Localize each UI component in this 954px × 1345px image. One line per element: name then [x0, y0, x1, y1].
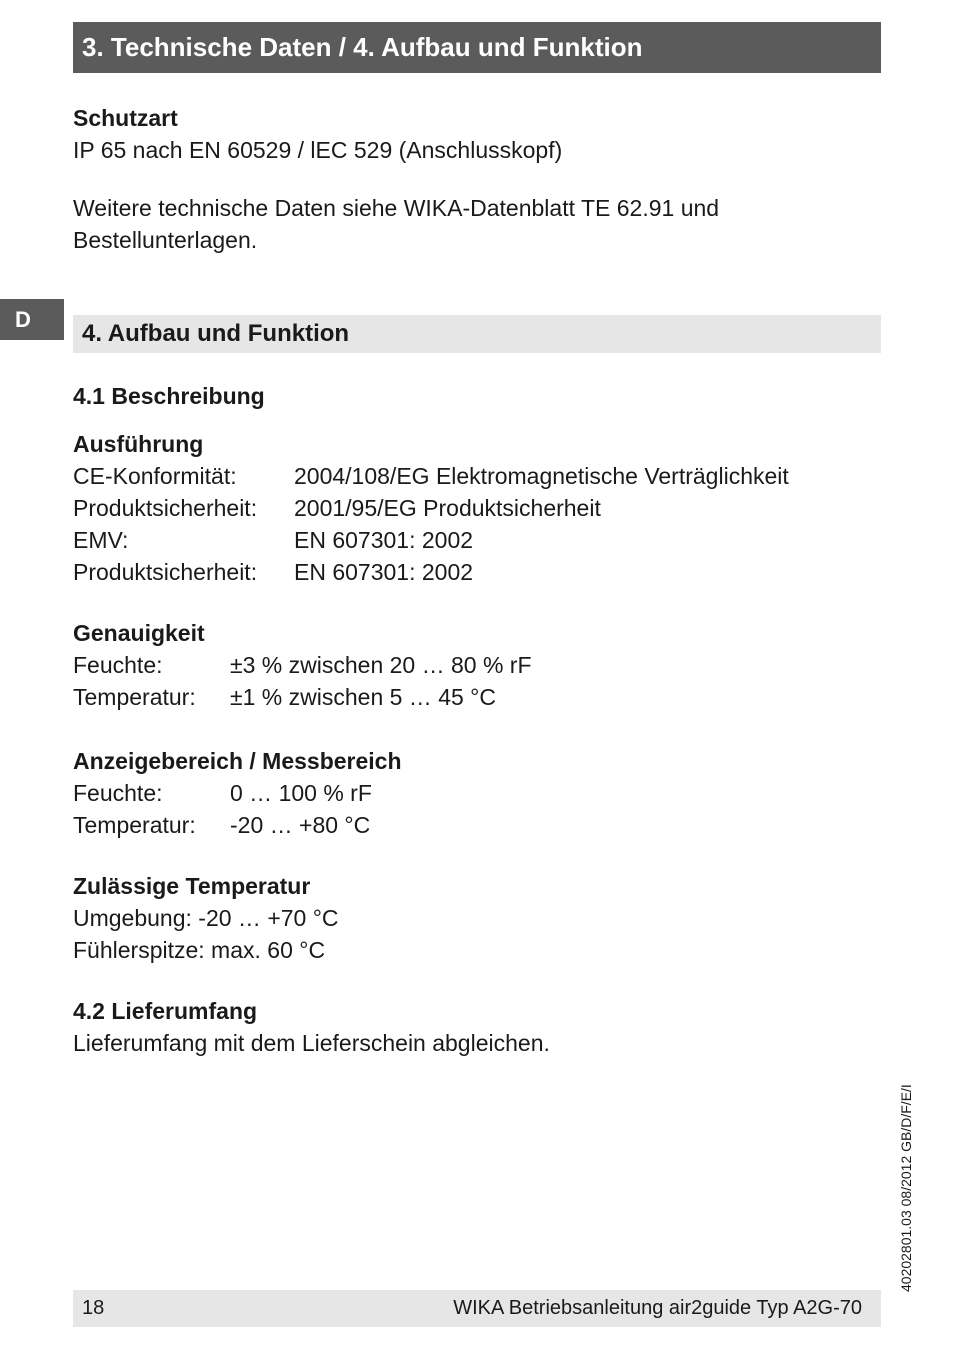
anzeigebereich-block — [73, 745, 873, 841]
fuehlerspitze-line: Fühlerspitze: max. 60 °C — [73, 937, 326, 963]
genauigkeit-heading: Genauigkeit — [73, 620, 205, 646]
spec-label: Temperatur: — [73, 684, 196, 710]
spec-row — [73, 460, 873, 492]
beschreibung-heading: 4.1 Beschreibung — [73, 383, 265, 409]
schutzart-heading: Schutzart — [73, 105, 178, 131]
further-data-block — [73, 192, 873, 256]
zulaessige-temperatur-block — [73, 870, 873, 966]
spec-row — [73, 681, 873, 713]
spec-label: Feuchte: — [73, 780, 163, 806]
spec-value: 0 … 100 % rF — [230, 780, 372, 806]
section-header — [73, 315, 881, 353]
spec-label: Temperatur: — [73, 812, 196, 838]
spec-label: EMV: — [73, 527, 129, 553]
ausfuehrung-block — [73, 428, 873, 588]
spec-row — [73, 524, 873, 556]
spec-label: Feuchte: — [73, 652, 163, 678]
zulaessige-temperatur-heading: Zulässige Temperatur — [73, 873, 311, 899]
document-code: 40202801.03 08/2012 GB/D/F/E/I — [898, 1084, 914, 1292]
spec-row — [73, 492, 873, 524]
beschreibung-block — [73, 380, 873, 412]
spec-value: 2001/95/EG Produktsicherheit — [294, 495, 601, 521]
schutzart-text: IP 65 nach EN 60529 / lEC 529 (Anschlusskopf) — [73, 137, 563, 163]
anzeigebereich-heading: Anzeigebereich / Messbereich — [73, 748, 402, 774]
spec-value: EN 607301: 2002 — [294, 527, 474, 553]
chapter-header — [73, 22, 881, 73]
spec-value: EN 607301: 2002 — [294, 559, 474, 585]
spec-value: -20 … +80 °C — [230, 812, 371, 838]
genauigkeit-block — [73, 617, 873, 713]
lieferumfang-heading: 4.2 Lieferumfang — [73, 998, 258, 1024]
spec-row — [73, 777, 873, 809]
spec-value: ±3 % zwischen 20 … 80 % rF — [230, 652, 532, 678]
spec-label: Produktsicherheit: — [73, 559, 258, 585]
footer-title: WIKA Betriebsanleitung air2guide Typ A2G-70 — [453, 1297, 862, 1319]
schutzart-block — [73, 102, 873, 166]
page-footer — [73, 1290, 881, 1327]
ausfuehrung-heading: Ausführung — [73, 431, 204, 457]
further-data-line-2: Bestellunterlagen. — [73, 227, 258, 253]
spec-row — [73, 649, 873, 681]
language-tab — [0, 299, 64, 340]
spec-label: Produktsicherheit: — [73, 495, 258, 521]
spec-row — [73, 809, 873, 841]
section-title: 4. Aufbau und Funktion — [82, 320, 350, 347]
umgebung-line: Umgebung: -20 … +70 °C — [73, 905, 339, 931]
page-number: 18 — [82, 1297, 105, 1319]
chapter-title: 3. Technische Daten / 4. Aufbau und Funktion — [82, 32, 643, 62]
lieferumfang-block — [73, 995, 873, 1059]
language-tab-label: D — [15, 307, 31, 332]
further-data-line-1: Weitere technische Daten siehe WIKA-Datenblatt TE 62.91 und — [73, 195, 720, 221]
spec-value: ±1 % zwischen 5 … 45 °C — [230, 684, 496, 710]
lieferumfang-text: Lieferumfang mit dem Lieferschein abgleichen. — [73, 1030, 550, 1056]
spec-row — [73, 556, 873, 588]
spec-label: CE-Konformität: — [73, 463, 237, 489]
spec-value: 2004/108/EG Elektromagnetische Verträglichkeit — [294, 463, 789, 489]
